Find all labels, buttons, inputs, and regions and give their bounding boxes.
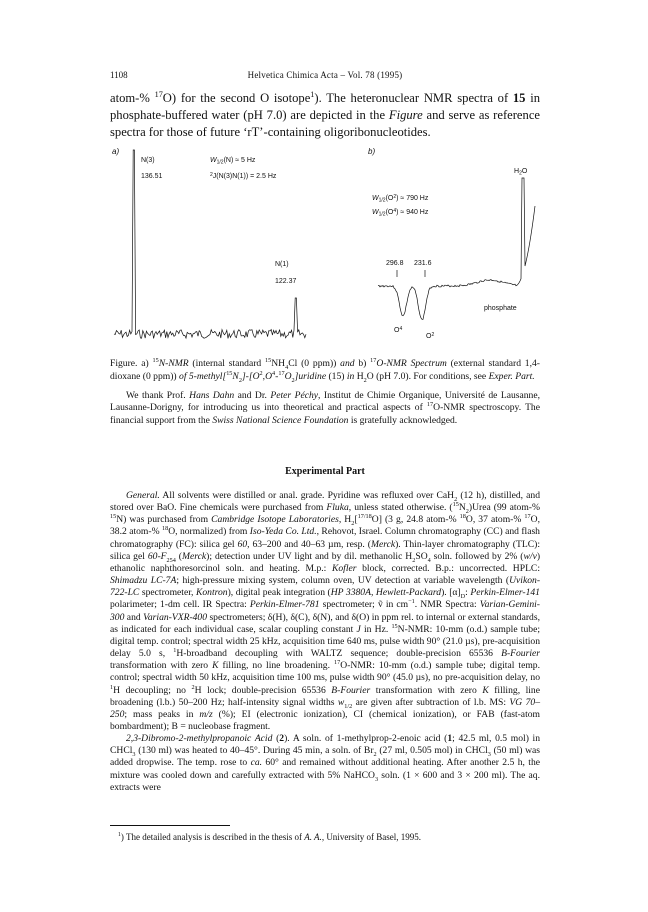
phosphate-label: phosphate: [484, 305, 517, 312]
panel-b-label: b): [368, 148, 376, 156]
nmr-spectra: [110, 148, 540, 350]
footnote-rule: [110, 825, 230, 826]
coupling-constant: $^2$J(N(3)N(1)) = 2.5 Hz: [210, 172, 277, 180]
section-heading: Experimental Part: [285, 466, 365, 477]
footnote: $^1$) The detailed analysis is described in the thesis of A. A., University of Basel, 1995.: [110, 825, 540, 842]
footnote-ref: 1: [310, 89, 315, 99]
compound-2-paragraph: 2,3-Dibromo-2-methylpropanoic Acid (2). A soln. of 1-methylprop-2-enoic acid (1; 42.5 ml, 0.5 mol) in CHCl$_3$ (130 ml) was heated to 40–45°. During 45 min, a soln. of $Br_2$ (27 ml, 0.505 mol) in CHCl$_3$ (50 ml) was added dropwise. The temp. rose to ca. 60° and remained without additional heating. After another 2.5 h, the mixture was cooled down and carefully extracted with 5% NaHCO$_3$ soln. (1 × 600 and 3 × 200 ml). The aq. extracts were: [110, 733, 541, 793]
compound-number: 15: [512, 91, 526, 105]
acknowledgements: We thank Prof. Hans Dahn and Dr. Peter Péchy, Institut de Chimie Organique, Université de Lausanne, Lausanne-Dorigny, for introducing us into theoretical and practical aspects of $^{17}$O-NMR spectroscopy. The financial support from the Swiss National Science Foundation is gratefully acknowledged.: [110, 390, 540, 426]
journal-title: Helvetica Chimica Acta – Vol. 78 (1995): [247, 70, 403, 80]
panel-a-label: a): [112, 148, 120, 156]
n1-shift: 122.37: [275, 278, 297, 285]
intro-paragraph: atom-% $^{17}$O) for the second O isotope$^1$). The heteronuclear NMR spectra of 15 in phosphate-buffered water (pH 7.0) are depicted in the Figure and serve as reference spectra for those of future ‘rT’-containing oligoribonucleotides.: [110, 89, 541, 139]
nmr-figure: [110, 148, 540, 350]
linewidth-o4: $W_{1/2}(O^4) \approx 940$ Hz: [372, 208, 429, 218]
general-paragraph: General. All solvents were distilled or anal. grade. Pyridine was refluxed over CaH$_2$ (12 h), distilled, and stored over BaO. Fine chemicals were purchased from Fluka, unless stated otherwise. $(^{15}N_2)Urea$ (99 atom-% $^{15}$N) was purchased from Cambridge Isotope Laboratories, $H_2[^{17/18}O]$ (3 g, 24.8 atom-% $^{18}$O, 37 atom-% $^{17}$O, 38.2 atom-% $^{18}$O, normalized) from Iso-Yeda Co. Ltd., Rehovot, Israel. Column chromatography (CC) and flash chromatography (FC): silica gel 60, 63–200 and 40–63 µm, resp. (Merck). Thin-layer chromatography (TLC): silica gel $60-F_{254}$ (Merck); detection under UV light and by dil. methanolic $H_2SO_4$ soln. followed by 2% (w/v) ethanolic naphthoresorcinol soln. and heating. M.p.: Kofler block, corrected. B.p.: uncorrected. HPLC: Shimadzu LC-7A; high-pressure mixing system, column oven, UV detection at variable wavelength (Uvikon-722-LC spectrometer, Kontron), digital peak integration (HP 3380A, Hewlett-Packard). $[\alpha]_D$: Perkin-Elmer-141 polarimeter; 1-dm cell. IR Spectra: Perkin-Elmer-781 spectrometer; ṽ in $cm^{-1}$. NMR Spectra: Varian-Gemini-300 and Varian-VXR-400 spectrometers; δ(H), δ(C), δ(N), and δ(O) in ppm rel. to internal or external standards, as indicated for each individual case, scalar coupling constant J in Hz. $^{15}$N-NMR: 10-mm (o.d.) sample tube; digital temp. control; spectral width 25 kHz, acquisition time 640 ms, pulse width 90° (21.0 µs), pre-acquisition delay 5.0 s, $^1$H-broadband decoupling with WALTZ sequence; double-precision 65536 B-Fourier transformation with zero K filling, no line broadening. $^{17}$O-NMR: 10-mm (o.d.) sample tube; digital temp. control; spectral width 50 kHz, acquisition time 100 ms, pulse width 90° (45.0 µs), no pre-acquisition delay, no $^1$H decoupling; no $^2$H lock; double-precision 65536 B-Fourier transformation with zero K filling, line broadening (l.b.) 50–200 Hz; half-intensity signal widths $w_{1/2}$ are given after subtraction of l.b. MS: VG 70–250; mass peaks in m/z (%); EI (electronic ionization), CI (chemical ionization), or FAB (fast-atom bombardment); B = nucleobase fragment.: [110, 490, 541, 732]
n3-shift: 136.51: [141, 173, 163, 180]
experimental-text: [110, 490, 540, 794]
figure-reference: Figure: [388, 108, 423, 122]
shift-296: 296.8: [386, 260, 404, 267]
shift-231: 231.6: [414, 260, 432, 267]
water-label: $H_2O$: [514, 168, 528, 177]
o2-label: $O^2$: [426, 332, 435, 340]
n1-label: N(1): [275, 261, 289, 268]
linewidth-n: $W_{1/2}(N) \approx 5$ Hz: [210, 157, 256, 166]
n3-label: N(3): [141, 157, 155, 164]
linewidth-o2: $W_{1/2}(O^2) \approx 790$ Hz: [372, 194, 429, 204]
o4-label: $O^4$: [394, 326, 403, 334]
page-number: 1108: [110, 70, 128, 80]
figure-caption: Figure. a) $^{15}$N-NMR (internal standard $^{15}NH_4Cl$ (0 ppm)) and b) $^{17}$O-NMR Spectrum (external standard 1,4-dioxane (0 ppm)) of $5-methyl[^{15}N_2]-[O^2,O^4-^{17}O_2]uridine$ (15) in $H_2O$ (pH 7.0). For conditions, see Exper. Part.: [110, 356, 540, 384]
